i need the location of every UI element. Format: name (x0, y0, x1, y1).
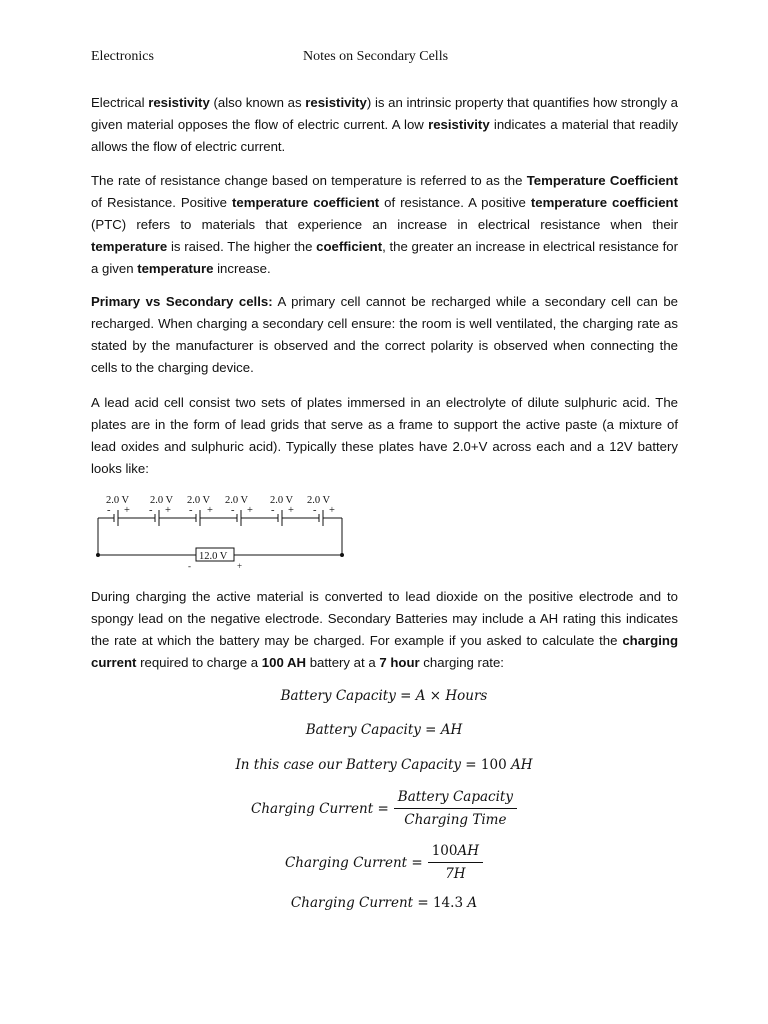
cell-voltage-label: 2.0 V (150, 495, 174, 506)
cell-voltage-label: 2.0 V (270, 495, 294, 506)
cell-plus-sign: + (124, 505, 130, 516)
total-minus-sign: - (188, 561, 191, 571)
fraction-denominator: Charging Time (404, 812, 507, 828)
fraction-numerator: 100AH (428, 841, 483, 863)
cell-voltage-label: 2.0 V (307, 495, 331, 506)
cell-voltage-label: 2.0 V (225, 495, 249, 506)
cell-minus-sign: - (271, 505, 275, 516)
equation-current-result: Charging Current = 14.3 A (290, 895, 478, 911)
cell-plus-sign: + (247, 505, 253, 516)
total-voltage-label: 12.0 V (199, 551, 228, 562)
cell-voltage-label: 2.0 V (187, 495, 211, 506)
cell-plus-sign: + (207, 505, 213, 516)
fraction (394, 787, 517, 830)
header-subject: Electronics (91, 49, 154, 64)
header-title: Notes on Secondary Cells (303, 49, 449, 64)
equation-capacity-formula: Battery Capacity = A × Hours (280, 688, 488, 704)
fraction (428, 841, 483, 884)
paragraph-primary-vs-secondary: Primary vs Secondary cells: A primary cell cannot be recharged while a secondary cell can be recharged. When charging a secondary cell ensure: the room is well ventilated, the charging rate as stated by the manufacturer is observed and the correct polarity is observed when connecting the cells to the charging device. (91, 294, 678, 375)
paragraph-charging: During charging the active material is converted to lead dioxide on the positive electrode and to spongy lead on the negative electrode. Secondary Batteries may include a AH rating this indicates the rate at which the battery may be charged. For example if you asked to calculate the charging current required to charge a 100 AH battery at a 7 hour charging rate: (91, 589, 678, 670)
equation-capacity-value: In this case our Battery Capacity = 100 AH (235, 757, 533, 773)
cell-minus-sign: - (231, 505, 235, 516)
equation-capacity-ah: Battery Capacity = AH (305, 722, 463, 738)
fraction-numerator: Battery Capacity (394, 787, 517, 809)
fraction-denominator: 7H (445, 866, 466, 882)
cell-voltage-label: 2.0 V (106, 495, 130, 506)
equation-current-formula: Charging Current = $\frac{\text{Battery Capacity}}{\text{Charging Time}}$ (0, 787, 768, 830)
paragraph-resistivity: Electrical resistivity (also known as resistivity) is an intrinsic property that quantifies how strongly a given material opposes the flow of electric current. A low resistivity indicates a material that readily allows the flow of electric current. (91, 95, 678, 154)
cell-minus-sign: - (189, 505, 193, 516)
battery-circuit-diagram (90, 489, 352, 573)
total-plus-sign: + (237, 561, 243, 571)
cell-plus-sign: + (329, 505, 335, 516)
terminal-dot-left (96, 553, 100, 557)
cell-minus-sign: - (107, 505, 111, 516)
equation-current-substituted: Charging Current = $\frac{100AH}{7H}$ (0, 841, 768, 884)
cell-minus-sign: - (149, 505, 153, 516)
cell-minus-sign: - (313, 505, 317, 516)
cell-plus-sign: + (288, 505, 294, 516)
cell-plus-sign: + (165, 505, 171, 516)
paragraph-temperature-coefficient: The rate of resistance change based on temperature is referred to as the Temperature Coefficient of Resistance. Positive temperature coefficient of resistance. A positive temperature coefficient (PTC) refers to materials that experience an increase in electrical resistance when their temperature is raised. The higher the coefficient, the greater an increase in electrical resistance for a given temperature increase. (91, 173, 678, 276)
terminal-dot-right (340, 553, 344, 557)
paragraph-lead-acid-cell: A lead acid cell consist two sets of plates immersed in an electrolyte of dilute sulphuric acid. The plates are in the form of lead grids that serve as a frame to support the active paste (a mixture of lead oxides and sulphuric acid). Typically these plates have 2.0+V across each and a 12V battery looks like: (91, 395, 678, 476)
